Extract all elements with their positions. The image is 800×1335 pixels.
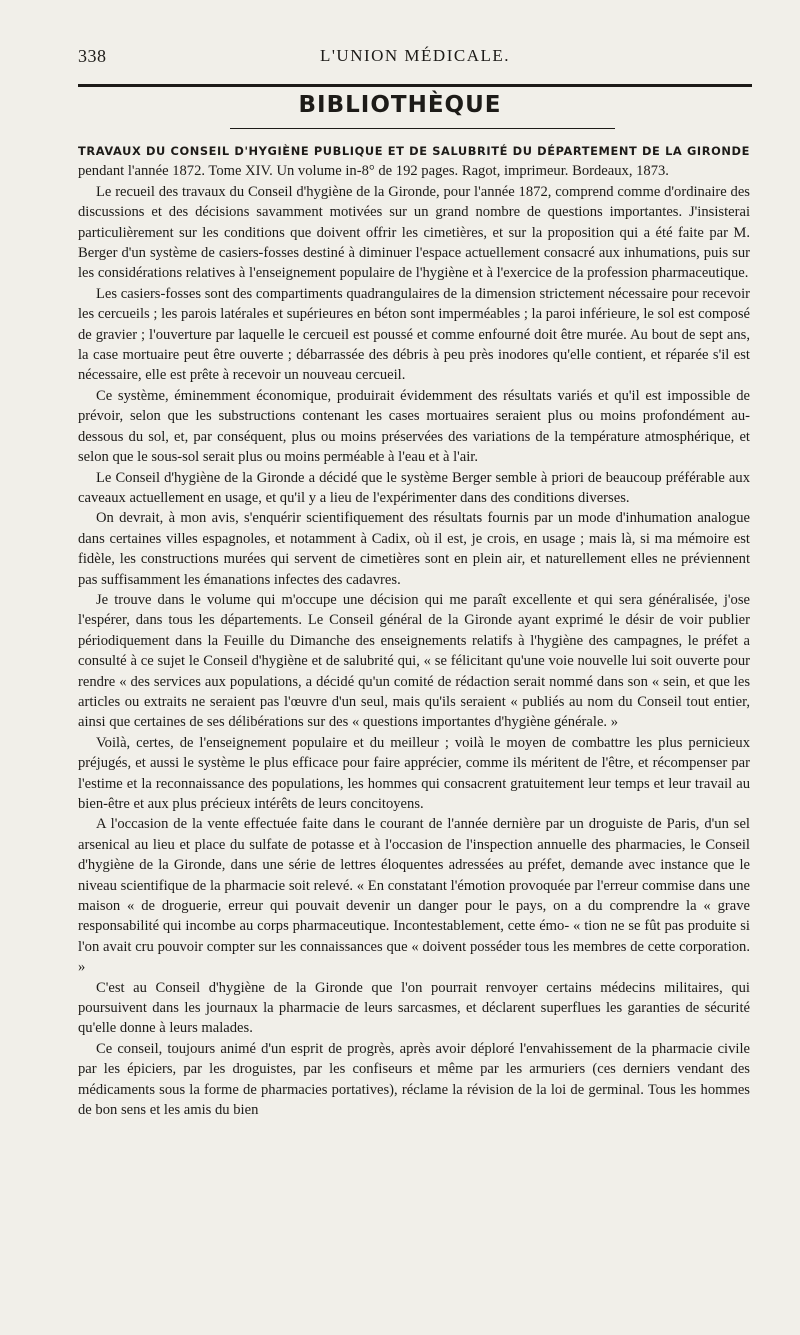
book-reference-details: pendant l'année 1872. Tome XIV. Un volume in-8° de 192 pages. Ragot, imprimeur. Bordeaux, 1873. [78,163,669,180]
journal-title: L'UNION MÉDICALE. [319,46,511,65]
section-title: BIBLIOTHÈQUE [298,92,502,118]
page-number: 338 [78,46,107,66]
header-rule [78,84,752,87]
paragraph: On devrait, à mon avis, s'enquérir scientifiquement des résultats fournis par un mode d'inhumation analogue dans certaines villes espagnoles, et notamment à Cadix, où il est, je crois, en usage ; mais là, si ma mémoire est fidèle, les constructions murées qui servent de cimetières sont en plein air, et naturellement elles ne préviennent pas suffisamment les émanations infectes des cadavres. [78,510,750,588]
paragraph: Voilà, certes, de l'enseignement populaire et du meilleur ; voilà le moyen de combattre les plus pernicieux préjugés, et aussi le système le plus efficace pour faire apprécier, comme ils méritent de l'être, et récompenser par l'estime et la reconnaissance des populations, les hommes qui consacrent gratuitement leur temps et leur travail au bien-être et aux plus précieux intérêts de leurs concitoyens. [78,734,750,812]
article-body [78,141,750,1121]
book-reference-title: TRAVAUX DU CONSEIL D'HYGIÈNE PUBLIQUE ET DE SALUBRITÉ DU DÉPARTEMENT DE LA GIRONDE [78,144,750,158]
paragraph: Ce système, éminemment économique, produirait évidemment des résultats variés et qu'il est impossible de prévoir, selon que les substructions contenant les cases mortuaires seraient plus ou moins profondément au-dessous du sol, et, par conséquent, plus ou moins préservées des variations de la température atmosphérique, et selon que le sous-sol serait plus ou moins perméable à l'eau et à l'air. [78,387,750,466]
paragraph: C'est au Conseil d'hygiène de la Gironde que l'on pourrait renvoyer certains médecins militaires, qui poursuivent dans les journaux la pharmacie de leurs sarcasmes, et déclarent superflues les garanties de sécurité qu'elle donne à leurs malades. [78,979,750,1037]
running-head [78,46,752,76]
paragraph: Ce conseil, toujours animé d'un esprit de progrès, après avoir déploré l'envahissement de la pharmacie civile par les épiciers, par les droguistes, par les confiseurs et même par les armuriers (ces derniers vendant des médicaments sous la forme de pharmacies portatives), réclame la révision de la loi de germinal. Tous les hommes de bon sens et les amis du bien [78,1040,750,1119]
paragraph: Les casiers-fosses sont des compartiments quadrangulaires de la dimension strictement nécessaire pour recevoir les cercueils ; les parois latérales et supérieures en béton sont imperméables ; la paroi inférieure, le sol est composé de gravier ; l'ouverture par laquelle le cercueil est poussé et comme enfourné doit être murée. Au bout de sept ans, la case mortuaire peut être ouverte ; débarrassée des débris à peu près inodores qu'elle contient, et réparée s'il est nécessaire, elle est prête à recevoir un nouveau cercueil. [78,285,750,384]
paragraph: Je trouve dans le volume qui m'occupe une décision qui me paraît excellente et qui sera généralisée, j'ose l'espérer, dans tous les départements. Le Conseil général de la Gironde ayant exprimé le désir de voir publier périodiquement dans la Feuille du Dimanche des enseignements relatifs à l'hygiène des campagnes, le préfet a consulté à ce sujet le Conseil d'hygiène et de salubrité qui, « se félicitant qu'une voie nouvelle lui soit ouverte pour rendre « des services aux populations, a décidé qu'un comité de rédaction serait nommé dans son « sein, et que les articles ou extraits ne seraient pas l'œuvre d'un seul, mais qu'ils seraient « publiés au nom du Conseil tout entier, ainsi que certaines de ses délibérations sur des « questions importantes d'hygiène générale. » [78,591,750,731]
section-title-rule [230,128,615,129]
paragraph: Le Conseil d'hygiène de la Gironde a décidé que le système Berger semble à priori de beaucoup préférable aux caveaux actuellement en usage, et qu'il y a lieu de l'expérimenter dans des conditions diverses. [78,469,750,506]
paragraph: Le recueil des travaux du Conseil d'hygiène de la Gironde, pour l'année 1872, comprend comme d'ordinaire des discussions et des décisions savamment motivées sur un grand nombre de questions importantes. J'insisterai particulièrement sur les conditions que doivent offrir les cimetières, et sur la proposition qui a été faite par M. Berger d'un système de casiers-fosses destiné à diminuer l'espace actuellement consacré aux inhumations, puis sur les considérations relatives à l'enseignement populaire de l'hygiène et à l'exercice de la profession pharmaceutique. [78,183,750,282]
paragraph: A l'occasion de la vente effectuée faite dans le courant de l'année dernière par un droguiste de Paris, d'un sel arsenical au lieu et place du sulfate de potasse et à l'occasion de l'inspection annuelle des pharmacies, le Conseil d'hygiène de la Gironde, dans une série de lettres éloquentes adressées au préfet, demande avec instance que le niveau scientifique de la pharmacie soit relevé. « En constatant l'émotion provoquée par l'erreur commise dans une maison « de droguerie, erreur qui pouvait devenir un danger pour le pays, on a du comprendre la « grave responsabilité qui incombe au corps pharmaceutique. Incontestablement, cette émo- « tion ne se fût pas produite si l'on avait cru pouvoir compter sur les connaissances que « doivent posséder tous les membres de cette corporation. » [78,816,750,976]
book-reference [78,141,750,182]
